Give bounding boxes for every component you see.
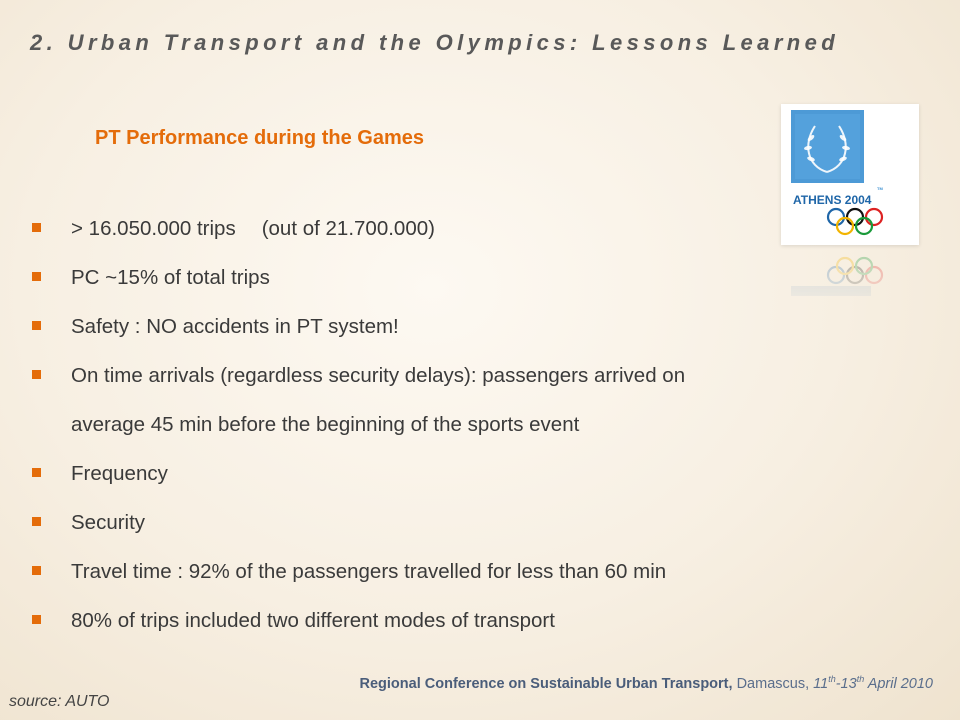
slide-title: 2. Urban Transport and the Olympics: Lessons Learned bbox=[30, 30, 840, 55]
trips-total: (out of 21.700.000) bbox=[261, 217, 435, 240]
bullet-item-modes bbox=[30, 596, 830, 645]
conference-location: Damascus, bbox=[732, 675, 814, 692]
conference-name: Regional Conference on Sustainable Urban Transport, bbox=[359, 675, 733, 692]
svg-text:TM: TM bbox=[877, 186, 883, 191]
bullet-square-icon bbox=[32, 566, 41, 575]
olympic-logo-reflection-icon bbox=[781, 247, 919, 319]
section-subtitle: PT Performance during the Games bbox=[95, 127, 424, 149]
footer-conference bbox=[360, 674, 934, 692]
olympic-logo-icon bbox=[781, 104, 919, 245]
bullet-square-icon bbox=[32, 468, 41, 477]
svg-text:ATHENS 2004: ATHENS 2004 bbox=[793, 193, 872, 207]
bullet-text: Security bbox=[71, 511, 146, 534]
bullet-square-icon bbox=[32, 517, 41, 526]
source-note: source: AUTO bbox=[9, 693, 110, 710]
bullet-text: 80% of trips included two different modes of transport bbox=[71, 609, 555, 632]
bullet-text: Travel time : 92% of the passengers travelled for less than 60 min bbox=[71, 560, 667, 583]
bullet-item-on-time bbox=[30, 351, 830, 449]
bullet-text: On time arrivals (regardless security delays): passengers arrived on bbox=[71, 364, 686, 387]
bullet-text-continued: average 45 min before the beginning of the sports event bbox=[71, 413, 580, 436]
bullet-item-travel-time bbox=[30, 547, 830, 596]
bullet-text: PC ~15% of total trips bbox=[71, 266, 270, 289]
bullet-item-pc bbox=[30, 253, 830, 302]
conference-date: 11th-13th April 2010 bbox=[813, 674, 933, 692]
bullet-square-icon bbox=[32, 370, 41, 379]
athens-2004-logo bbox=[781, 104, 919, 245]
bullet-text bbox=[71, 217, 435, 240]
bullet-square-icon bbox=[32, 223, 41, 232]
bullet-square-icon bbox=[32, 272, 41, 281]
bullet-text: Safety : NO accidents in PT system! bbox=[71, 315, 399, 338]
trips-count: > 16.050.000 trips bbox=[71, 217, 236, 240]
bullet-item-security bbox=[30, 498, 830, 547]
bullet-item-trips bbox=[30, 204, 830, 253]
bullet-list bbox=[30, 204, 830, 645]
bullet-square-icon bbox=[32, 321, 41, 330]
bullet-item-safety bbox=[30, 302, 830, 351]
logo-reflection bbox=[781, 247, 919, 319]
bullet-text: Frequency bbox=[71, 462, 168, 485]
bullet-item-frequency bbox=[30, 449, 830, 498]
bullet-square-icon bbox=[32, 615, 41, 624]
